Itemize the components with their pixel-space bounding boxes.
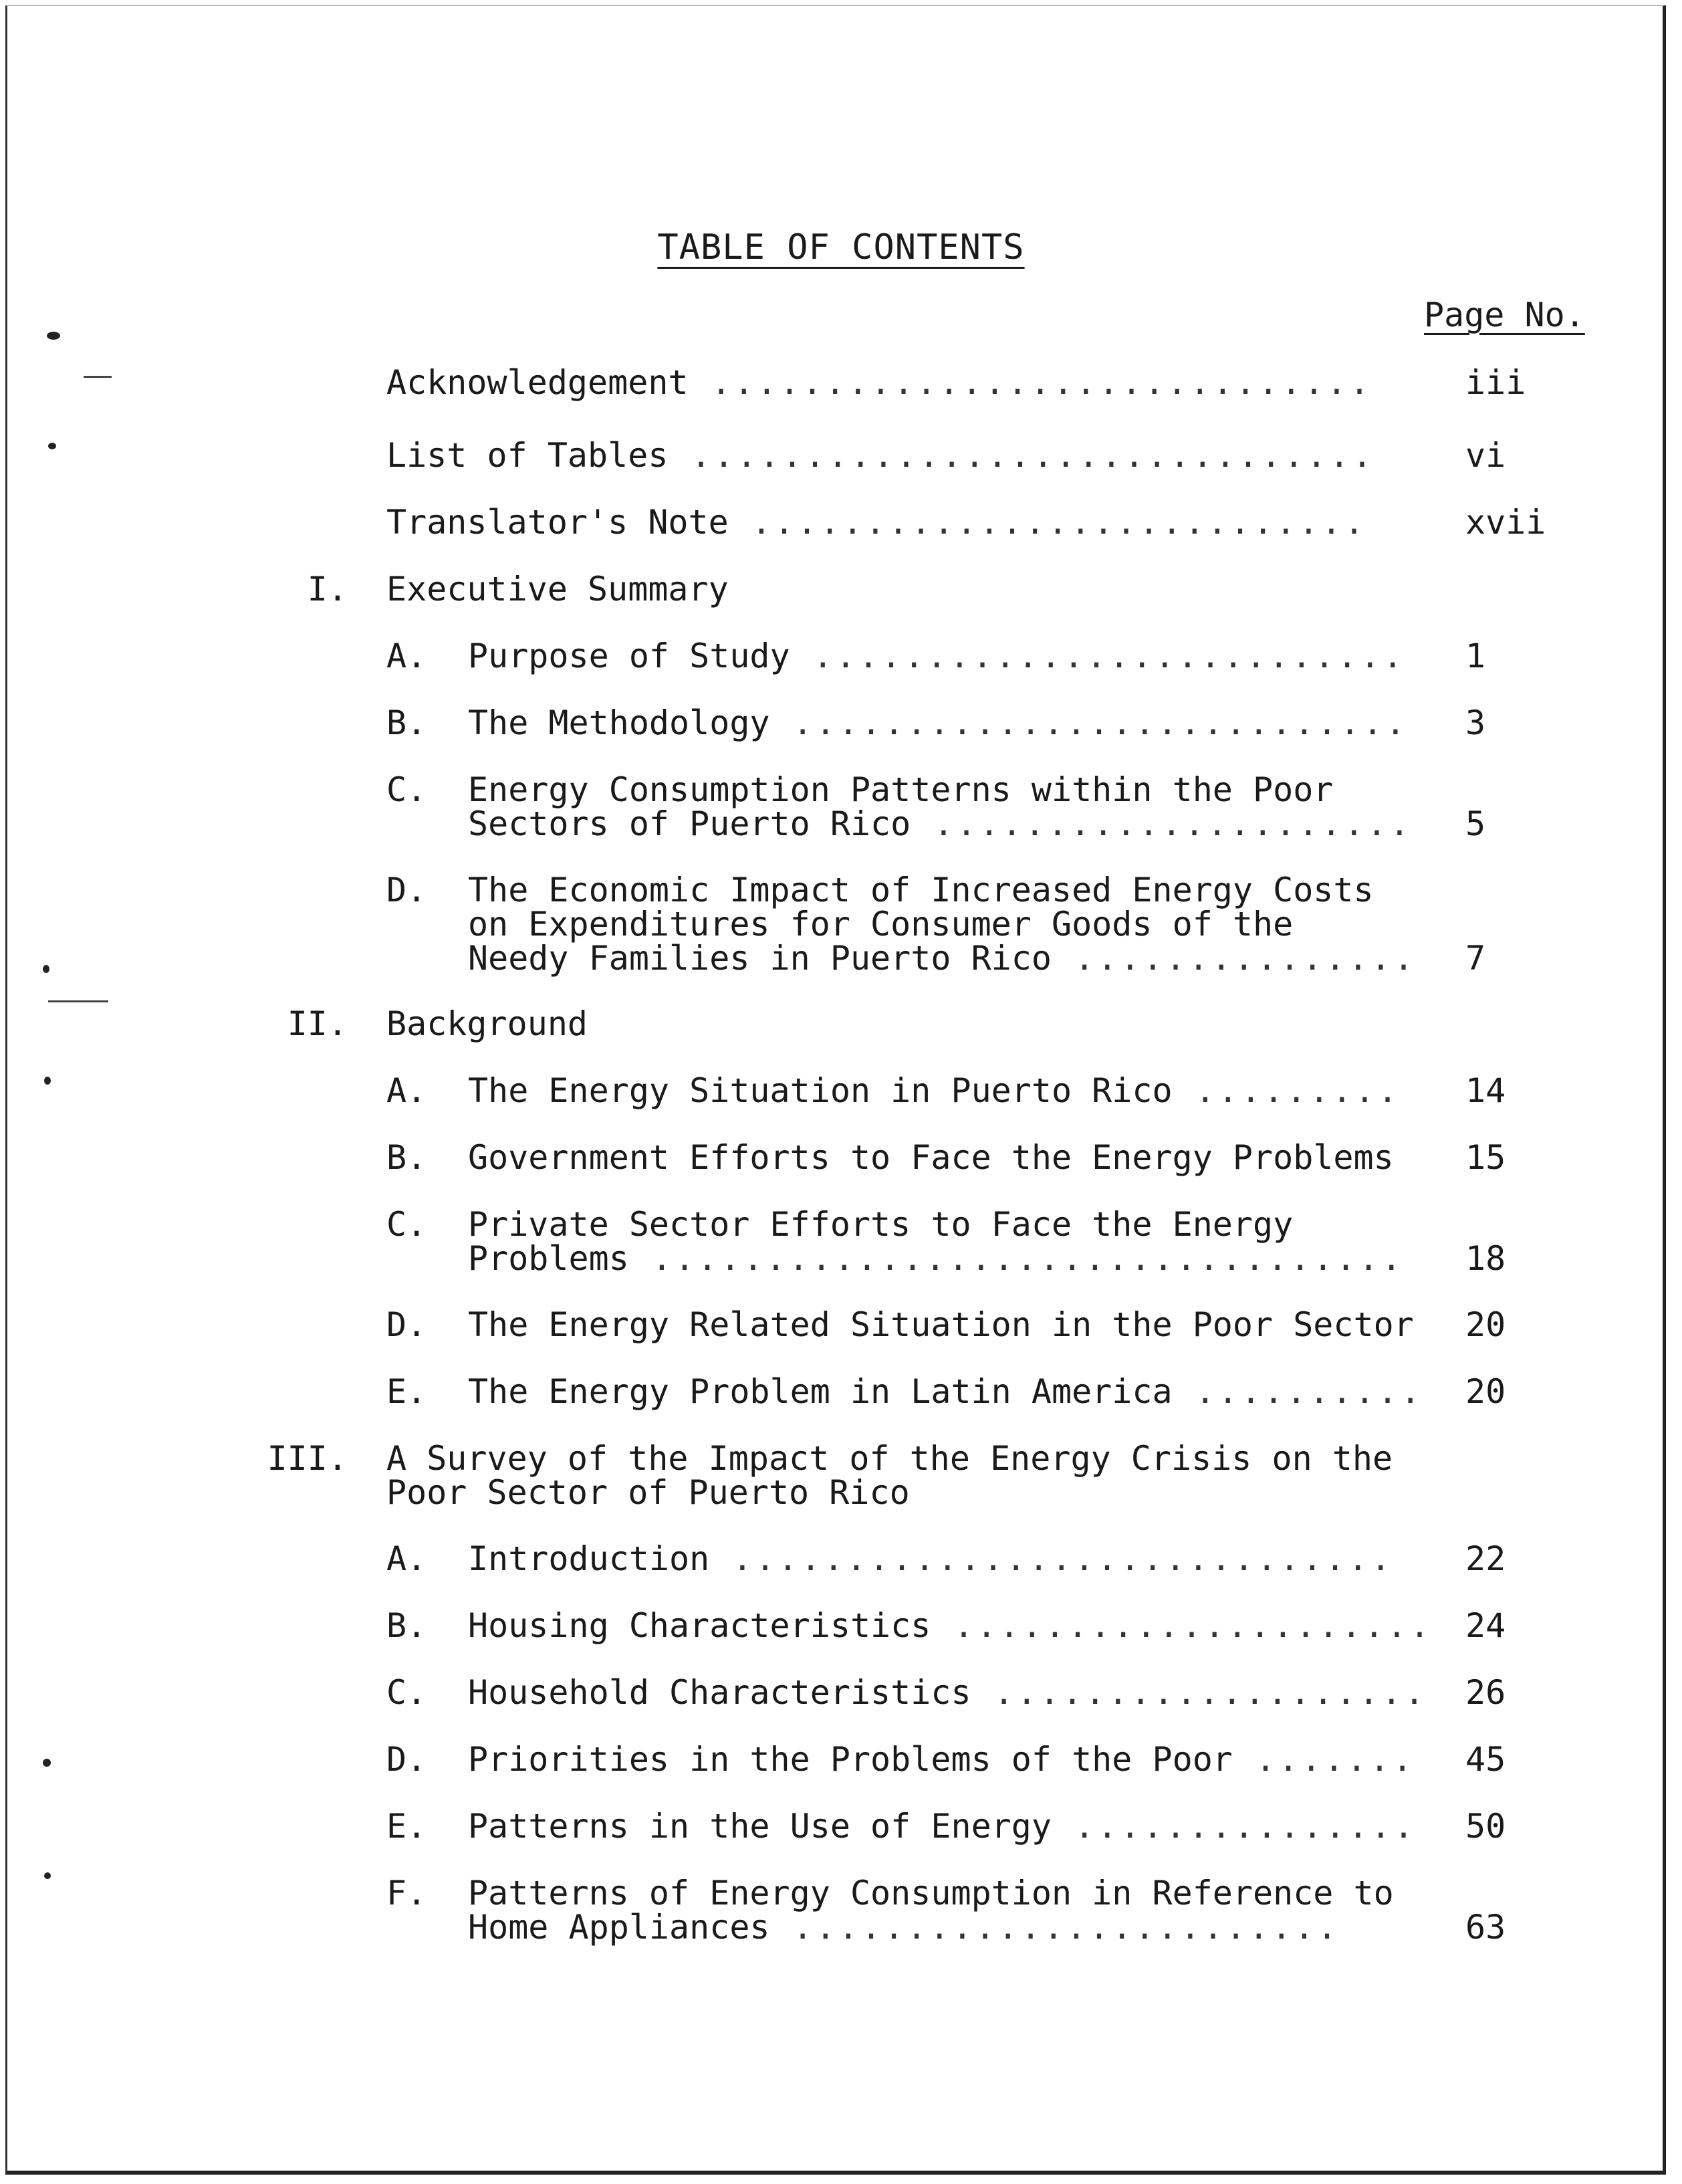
toc-entry (0, 871, 1682, 978)
toc-entry (0, 705, 1682, 740)
toc-entry (0, 1807, 1682, 1846)
section-numeral: I. (307, 570, 348, 609)
dot-leader: .......... (1172, 1372, 1423, 1411)
entry-title-with-leader (386, 505, 1367, 540)
entry-title-with-leader (468, 1241, 1404, 1276)
page-number: 24 (1465, 1606, 1506, 1645)
page-title (0, 224, 1682, 271)
page-number: 20 (1465, 1372, 1506, 1411)
toc-entry (0, 772, 1682, 841)
entry-title-line: Problems (468, 1239, 629, 1278)
page-number: 3 (1465, 703, 1486, 742)
entry-title-line: Government Efforts to Face the Energy Problems (468, 1138, 1394, 1177)
subsection-letter: C. (386, 1673, 427, 1712)
subsection-letter: C. (386, 1205, 427, 1244)
subsection-letter: D. (386, 871, 427, 909)
subsection-letter: E. (386, 1372, 427, 1411)
page-number: 15 (1465, 1138, 1506, 1177)
entry-title-with-leader (386, 438, 1375, 473)
toc-entry (0, 639, 1682, 673)
toc-entry (0, 1874, 1682, 1947)
toc-entry (0, 1006, 1682, 1041)
entry-title-line: Home Appliances (468, 1908, 770, 1947)
dot-leader: ............... (1051, 939, 1417, 978)
page-number: 22 (1465, 1539, 1506, 1578)
page-number: 14 (1465, 1071, 1506, 1110)
entry-title-line: Executive Summary (386, 570, 729, 609)
entry-title-line: A Survey of the Impact of the Energy Crisis on the (386, 1439, 1393, 1478)
entry-title-line: Sectors of Puerto Rico (468, 804, 911, 843)
entry-title-line: Background (386, 1004, 588, 1043)
scan-speck (47, 332, 60, 340)
entry-title-line: The Energy Related Situation in the Poor Sector (468, 1305, 1414, 1344)
entry-title-with-leader (386, 365, 1372, 400)
page-number: vi (1465, 436, 1506, 475)
page-number: 45 (1465, 1740, 1506, 1779)
entry-title-line: The Economic Impact of Increased Energy Costs (468, 871, 1374, 909)
entry-title-line: Acknowledgement (386, 363, 689, 402)
dot-leader: ......... (1172, 1071, 1401, 1110)
entry-title-line: The Energy Problem in Latin America (468, 1372, 1173, 1411)
entry-title-with-leader (468, 941, 1417, 976)
dot-leader: ........................... (728, 503, 1367, 542)
subsection-letter: A. (386, 1071, 427, 1110)
entry-title-line: Patterns of Energy Consumption in Reference to (468, 1874, 1394, 1913)
dot-leader: ........................... (769, 703, 1409, 742)
entry-title-line: Poor Sector of Puerto Rico (386, 1473, 910, 1512)
dot-leader: ..................... (911, 804, 1413, 843)
entry-title-line: Private Sector Efforts to Face the Energy (468, 1205, 1294, 1244)
toc-entry (0, 1606, 1682, 1645)
toc-entry (0, 1305, 1682, 1344)
entry-title-line: Housing Characteristics (468, 1606, 931, 1645)
entry-title-with-leader (468, 806, 1413, 841)
dot-leader: ............................. (709, 1539, 1394, 1578)
dot-leader: ........................ (769, 1908, 1340, 1947)
entry-title-line: Needy Families in Puerto Rico (468, 939, 1052, 978)
entry-title-with-leader (468, 705, 1408, 740)
subsection-letter: B. (386, 1138, 427, 1177)
entry-title-with-leader (468, 1910, 1340, 1945)
toc-entry (0, 1740, 1682, 1779)
dot-leader: ....... (1232, 1740, 1415, 1779)
entry-title-line: Introduction (468, 1539, 710, 1578)
page-number: 20 (1465, 1305, 1506, 1344)
toc-entry (0, 503, 1682, 542)
entry-title-with-leader (468, 1809, 1417, 1844)
page-number: 7 (1465, 939, 1486, 978)
page-number: 50 (1465, 1807, 1506, 1846)
entry-title-line: List of Tables (386, 436, 669, 475)
subsection-letter: C. (386, 770, 427, 809)
entry-title-line: The Energy Situation in Puerto Rico (468, 1071, 1173, 1110)
toc-entry (0, 1673, 1682, 1712)
dot-leader: ................... (971, 1673, 1427, 1712)
entry-title-with-leader (468, 639, 1405, 673)
entry-title-line: Purpose of Study (468, 637, 790, 675)
page-number: 18 (1465, 1239, 1506, 1278)
entry-title-line: on Expenditures for Consumer Goods of the (468, 905, 1294, 944)
section-numeral: III. (267, 1439, 348, 1478)
subsection-letter: A. (386, 637, 427, 675)
toc-entry (0, 436, 1682, 475)
entry-title-line: Priorities in the Problems of the Poor (468, 1740, 1233, 1779)
entry-title-with-leader (468, 1742, 1415, 1777)
page-title-text: TABLE OF CONTENTS (657, 227, 1025, 267)
entry-title-line: The Methodology (468, 703, 770, 742)
toc-entry (0, 570, 1682, 609)
entry-title-line: Household Characteristics (468, 1673, 971, 1712)
page-number: 26 (1465, 1673, 1506, 1712)
dot-leader: .......................... (790, 637, 1406, 675)
toc-entry (0, 363, 1682, 402)
toc-entry (0, 1539, 1682, 1578)
page-number: iii (1465, 363, 1526, 402)
subsection-letter: E. (386, 1807, 427, 1846)
entry-title-with-leader (468, 1608, 1433, 1643)
entry-title-with-leader (468, 1073, 1401, 1108)
page-number: 1 (1465, 637, 1486, 675)
subsection-letter: D. (386, 1305, 427, 1344)
entry-title-line: Energy Consumption Patterns within the Poor (468, 770, 1334, 809)
dot-leader: ............................. (688, 363, 1372, 402)
entry-title-with-leader (468, 1675, 1427, 1710)
scan-dash (48, 1000, 108, 1002)
page-number: xvii (1465, 503, 1546, 542)
dot-leader: ................................. (628, 1239, 1405, 1278)
toc-entry (0, 1138, 1682, 1177)
toc-entry (0, 1439, 1682, 1512)
entry-title-with-leader (468, 1374, 1423, 1409)
toc-entry (0, 1071, 1682, 1110)
toc-entry (0, 1205, 1682, 1278)
section-numeral: II. (287, 1004, 348, 1043)
dot-leader: ..................... (931, 1606, 1433, 1645)
dot-leader: ............... (1051, 1807, 1417, 1846)
subsection-letter: B. (386, 1606, 427, 1645)
subsection-letter: B. (386, 703, 427, 742)
subsection-letter: D. (386, 1740, 427, 1779)
entry-title-with-leader (468, 1541, 1393, 1576)
entry-title-line: Patterns in the Use of Energy (468, 1807, 1052, 1846)
dot-leader: .............................. (668, 436, 1375, 475)
subsection-letter: A. (386, 1539, 427, 1578)
toc-entry (0, 1372, 1682, 1411)
page-number: 63 (1465, 1908, 1506, 1947)
subsection-letter: F. (386, 1874, 427, 1913)
page-number: 5 (1465, 804, 1486, 843)
entry-title-line: Translator's Note (386, 503, 729, 542)
page-number-column-header: Page No. (1424, 296, 1585, 334)
